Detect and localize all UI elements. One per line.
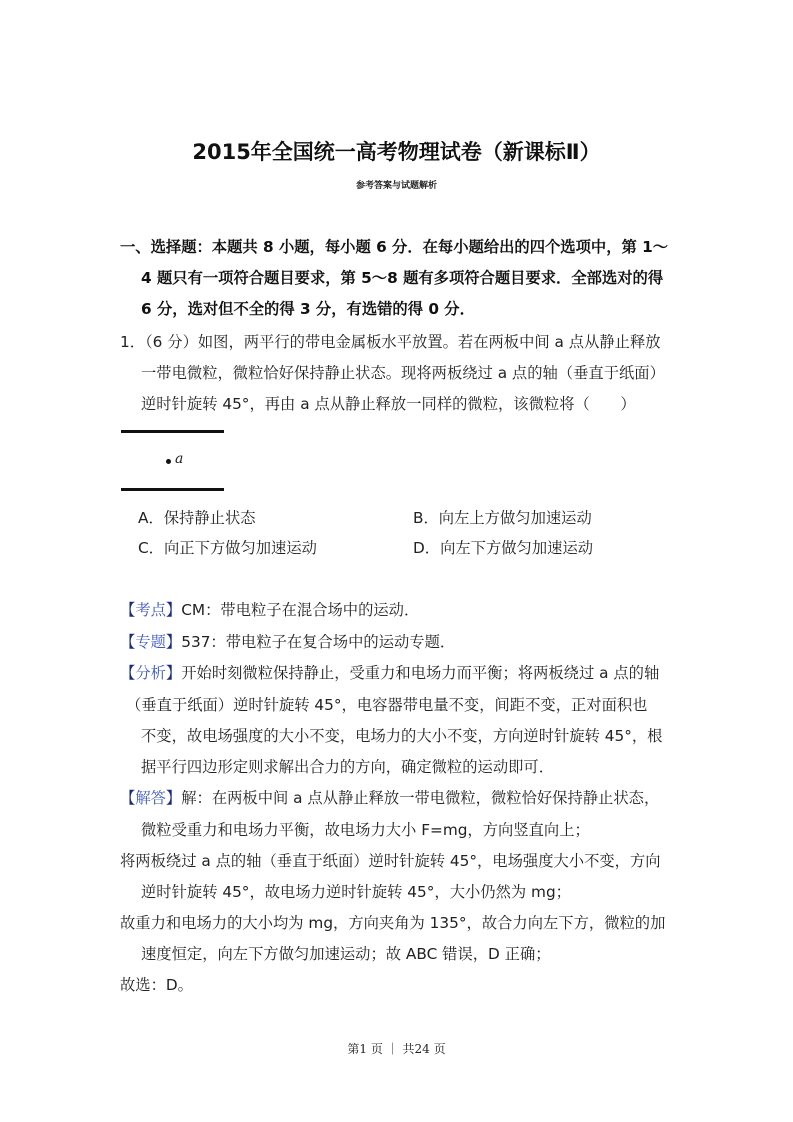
kaodian-text: CM：带电粒子在混合场中的运动．: [181, 601, 420, 619]
fenxi-text: 开始时刻微粒保持静止，受重力和电场力而平衡；将两板绕过 a 点的轴: [181, 664, 660, 682]
jieda-text: 故重力和电场力的大小均为 mg，方向夹角为 135°，故合力向左下方，微粒的加: [120, 914, 666, 932]
fenxi-text: （垂直于纸面）逆时针旋转 45°，电容器带电量不变，间距不变，正对面积也: [126, 696, 648, 714]
fenxi-text: 不变，故电场强度的大小不变，电场力的大小不变，方向逆时针旋转 45°，根: [141, 727, 663, 745]
question-text-line: 1．（6 分）如图，两平行的带电金属板水平放置。若在两板中间 a 点从静止释放: [120, 333, 661, 351]
jieda-answer: 故选：D。: [120, 976, 193, 994]
jieda-text: 微粒受重力和电场力平衡，故电场力大小 F=mg，方向竖直向上；: [141, 821, 590, 839]
jieda-text: 将两板绕过 a 点的轴（垂直于纸面）逆时针旋转 45°，电场强度大小不变，方向: [120, 852, 661, 870]
fenxi-line: 【分析】开始时刻微粒保持静止，受重力和电场力而平衡；将两板绕过 a 点的轴: [120, 664, 660, 682]
question-text-line: 逆时针旋转 45°，再由 a 点从静止释放一同样的微粒，该微粒将（ ）: [141, 395, 636, 413]
jieda-line: 【解答】解：在两板中间 a 点从静止释放一带电微粒，微粒恰好保持静止状态，: [120, 789, 660, 807]
zhuanti-tag: 专题: [135, 633, 166, 651]
page-footer: 第1 页 ｜ 共24 页: [347, 1042, 446, 1056]
zhuanti-line: 【专题】537：带电粒子在复合场中的运动专题．: [120, 633, 456, 651]
zhuanti-text: 537：带电粒子在复合场中的运动专题．: [181, 633, 456, 651]
jieda-text: 速度恒定，向左下方做匀加速运动；故 ABC 错误，D 正确；: [141, 945, 551, 963]
section-heading-line: 4 题只有一项符合题目要求，第 5～8 题有多项符合题目要求．全部选对的得: [141, 269, 664, 287]
section-heading-line: 6 分，选对但不全的得 3 分，有选错的得 0 分．: [141, 300, 475, 318]
document-title: 2015年全国统一高考物理试卷（新课标Ⅱ）: [192, 140, 601, 164]
kaodian-line: 【考点】CM：带电粒子在混合场中的运动．: [120, 601, 420, 619]
point-a-label: a: [175, 451, 184, 467]
bottom-plate: [121, 488, 224, 491]
option-b: B．向左上方做匀加速运动: [413, 509, 592, 527]
option-d: D．向左下方做匀加速运动: [413, 539, 594, 557]
jieda-text: 逆时针旋转 45°，故电场力逆时针旋转 45°，大小仍然为 mg；: [141, 883, 571, 901]
fenxi-tag: 分析: [135, 664, 166, 682]
jieda-tag: 解答: [135, 789, 166, 807]
option-a: A．保持静止状态: [138, 509, 256, 527]
fenxi-text: 据平行四边形定则求解出合力的方向，确定微粒的运动即可．: [141, 758, 555, 776]
document-subtitle: 参考答案与试题解析: [355, 181, 437, 191]
kaodian-tag: 考点: [135, 601, 166, 619]
question-text-line: 一带电微粒，微粒恰好保持静止状态。现将两板绕过 a 点的轴（垂直于纸面）: [141, 364, 665, 382]
option-c: C．向正下方做匀加速运动: [138, 539, 317, 557]
section-heading-line: 一、选择题：本题共 8 小题，每小题 6 分．在每小题给出的四个选项中，第 1～: [120, 238, 669, 256]
point-a-dot: [166, 459, 171, 464]
jieda-text: 解：在两板中间 a 点从静止释放一带电微粒，微粒恰好保持静止状态，: [181, 789, 660, 807]
top-plate: [121, 430, 224, 433]
